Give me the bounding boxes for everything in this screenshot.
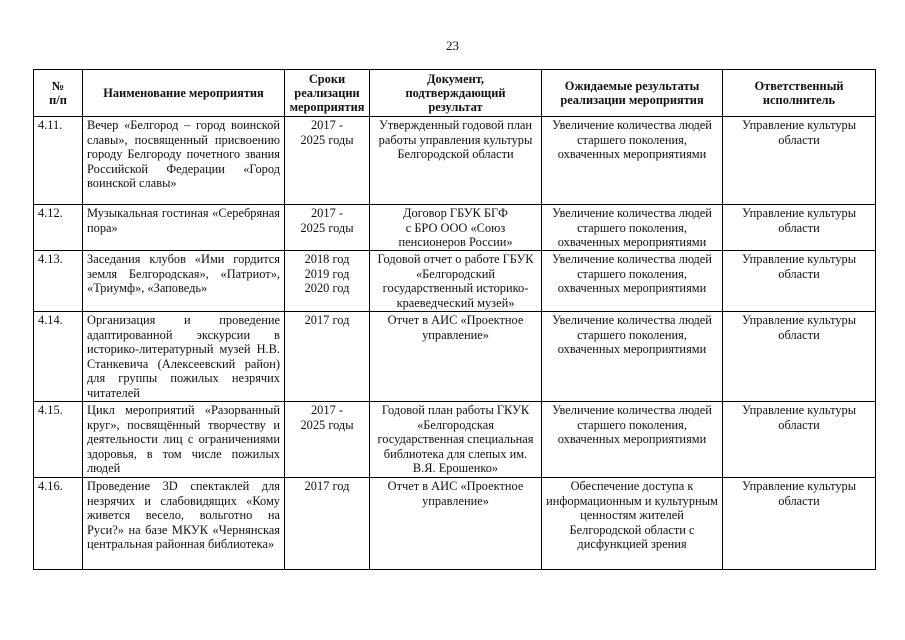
header-name: Наименование мероприятия	[83, 70, 285, 117]
event-name: Вечер «Белгород – город воинской славы», посвященный присвоению городу Белгороду почетного звания Российской Федерации «Город воинской славы»	[83, 117, 285, 205]
event-term: 2018 год 2019 год 2020 год	[285, 251, 370, 312]
event-term: 2017 год	[285, 312, 370, 402]
header-term: Сроки реализации мероприятия	[285, 70, 370, 117]
event-responsible: Управление культуры области	[723, 312, 876, 402]
event-document: Договор ГБУК БГФ с БРО ООО «Союз пенсионеров России»	[370, 205, 542, 251]
row-number: 4.16.	[34, 478, 83, 570]
row-number: 4.13.	[34, 251, 83, 312]
event-responsible: Управление культуры области	[723, 117, 876, 205]
event-name: Проведение 3D спектаклей для незрячих и слабовидящих «Кому живется весело, вольготно на Руси?» на базе МКУК «Чернянская центральная районная библиотека»	[83, 478, 285, 570]
events-table	[33, 69, 876, 570]
event-result: Увеличение количества людей старшего поколения, охваченных мероприятиями	[542, 205, 723, 251]
header-result: Ожидаемые результаты реализации мероприятия	[542, 70, 723, 117]
event-responsible: Управление культуры области	[723, 251, 876, 312]
table-row	[34, 205, 876, 251]
table-row	[34, 478, 876, 570]
event-result: Увеличение количества людей старшего поколения, охваченных мероприятиями	[542, 117, 723, 205]
table-header-row	[34, 70, 876, 117]
event-result: Обеспечение доступа к информационным и культурным ценностям жителей Белгородской области с дисфункцией зрения	[542, 478, 723, 570]
event-responsible: Управление культуры области	[723, 205, 876, 251]
event-document: Отчет в АИС «Проектное управление»	[370, 478, 542, 570]
event-document: Утвержденный годовой план работы управления культуры Белгородской области	[370, 117, 542, 205]
header-document: Документ, подтверждающий результат	[370, 70, 542, 117]
event-result: Увеличение количества людей старшего поколения, охваченных мероприятиями	[542, 312, 723, 402]
event-result: Увеличение количества людей старшего поколения, охваченных мероприятиями	[542, 402, 723, 478]
event-responsible: Управление культуры области	[723, 478, 876, 570]
event-responsible: Управление культуры области	[723, 402, 876, 478]
event-result: Увеличение количества людей старшего поколения, охваченных мероприятиями	[542, 251, 723, 312]
event-name: Заседания клубов «Ими гордится земля Белгородская», «Патриот», «Триумф», «Заповедь»	[83, 251, 285, 312]
event-term: 2017 год	[285, 478, 370, 570]
event-name: Организация и проведение адаптированной экскурсии в историко-литературный музей Н.В. Станкевича (Алексеевский район) для группы пожилых незрячих читателей	[83, 312, 285, 402]
event-document: Годовой план работы ГКУК «Белгородская государственная специальная библиотека для слепых им. В.Я. Ерошенко»	[370, 402, 542, 478]
row-number: 4.14.	[34, 312, 83, 402]
header-num: № п/п	[34, 70, 83, 117]
event-document: Отчет в АИС «Проектное управление»	[370, 312, 542, 402]
table-row	[34, 251, 876, 312]
event-document: Годовой отчет о работе ГБУК «Белгородский государственный историко-краеведческий музей»	[370, 251, 542, 312]
table-row	[34, 117, 876, 205]
row-number: 4.15.	[34, 402, 83, 478]
page-number: 23	[446, 38, 459, 53]
header-responsible: Ответственный исполнитель	[723, 70, 876, 117]
row-number: 4.11.	[34, 117, 83, 205]
event-term: 2017 - 2025 годы	[285, 205, 370, 251]
event-name: Цикл мероприятий «Разорванный круг», посвящённый творчеству и деятельности лиц с ограничениями здоровья, в том числе пожилых людей	[83, 402, 285, 478]
table-row	[34, 402, 876, 478]
event-name: Музыкальная гостиная «Серебряная пора»	[83, 205, 285, 251]
event-term: 2017 - 2025 годы	[285, 117, 370, 205]
row-number: 4.12.	[34, 205, 83, 251]
table-row	[34, 312, 876, 402]
event-term: 2017 - 2025 годы	[285, 402, 370, 478]
